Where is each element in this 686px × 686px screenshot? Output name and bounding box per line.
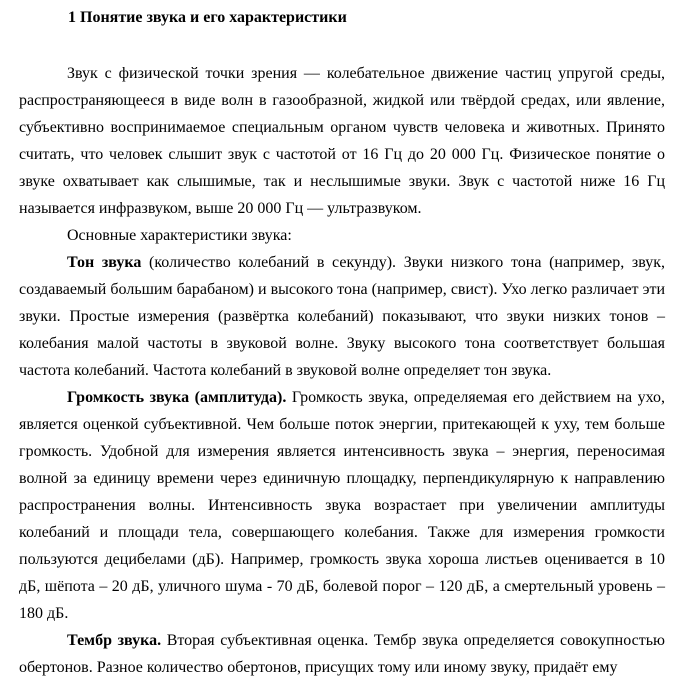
- loudness-text: Громкость звука, определяемая его действием на ухо, является оценкой субъективной. Чем больше поток энергии, притекающей к уху, тем больше громкость. Удобной для измерения является интенсивность звука – энергия, переносимая волной за единицу времени через единичную площадку, перпендикулярную к направлению распространения волны. Интенсивность звука возрастает при увеличении амплитуды колебаний и площади тела, совершающего колебания. Также для измерения громкости пользуются децибелами (дБ). Например, громкость звука хороша листьев оценивается в 10 дБ, шёпота – 20 дБ, уличного шума - 70 дБ, болевой порог – 120 дБ, а смертельный уровень – 180 дБ.: [19, 389, 666, 622]
- section-heading: 1 Понятие звука и его характеристики: [68, 9, 347, 26]
- tone-text: (количество колебаний в секунду). Звуки низкого тона (например, звук, создаваемый большим барабаном) и высокого тона (например, свист). Ухо легко различает эти звуки. Простые измерения (развёртка колебаний) показывают, что звуки низких тонов – колебания малой частоты в звуковой волне. Звуку высокого тона соответствует большая частота колебаний. Частота колебаний в звуковой волне определяет тон звука.: [19, 254, 665, 379]
- timbre-term: Тембр звука.: [67, 632, 162, 649]
- timbre-text: Вторая субъективная оценка. Тембр звука определяется совокупностью обертонов. Разное количество обертонов, присущих тому или иному звуку, придаёт ему: [19, 632, 665, 676]
- tone-paragraph: [19, 249, 665, 384]
- timbre-paragraph: [19, 627, 665, 681]
- characteristics-lead-paragraph: Основные характеристики звука:: [67, 227, 292, 244]
- document-body: [19, 60, 665, 681]
- tone-term: Тон звука: [67, 254, 142, 271]
- loudness-term: Громкость звука (амплитуда).: [67, 389, 287, 406]
- intro-paragraph: Звук с физической точки зрения — колебательное движение частиц упругой среды, распространяющееся в виде волн в газообразной, жидкой или твёрдой средах, или явление, субъективно воспринимаемое специальным органом чувств человека и животных. Принято считать, что человек слышит звук с частотой от 16 Гц до 20 000 Гц. Физическое понятие о звуке охватывает как слышимые, так и неслышимые звуки. Звук с частотой ниже 16 Гц называется инфразвуком, выше 20 000 Гц — ультразвуком.: [19, 65, 665, 217]
- loudness-paragraph: [19, 384, 665, 627]
